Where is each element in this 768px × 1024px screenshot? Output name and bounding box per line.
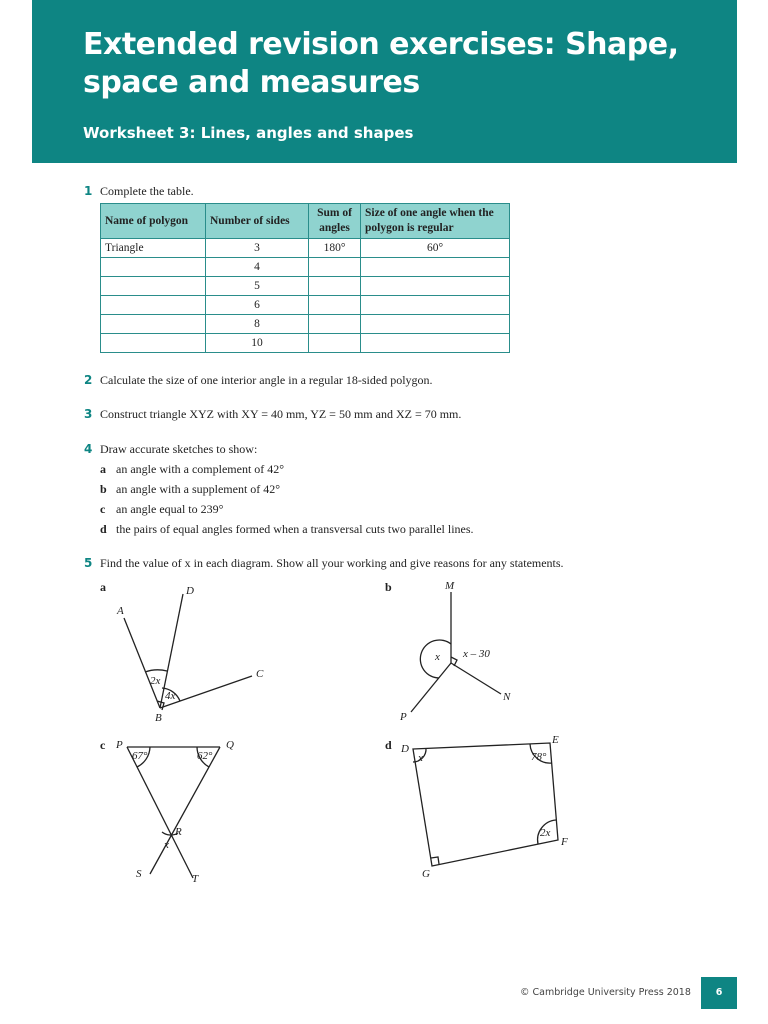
table-row: [101, 315, 510, 334]
copyright-notice: © Cambridge University Press 2018: [520, 987, 691, 998]
angle-label: x – 30: [463, 648, 490, 660]
point-label: G: [422, 868, 430, 880]
diagram-a-letter: a: [100, 580, 106, 594]
question-1-text: Complete the table.: [100, 184, 194, 198]
table-cell: 4: [206, 258, 309, 277]
point-label: D: [186, 585, 194, 597]
table-cell: 3: [206, 239, 309, 258]
question-number-3: 3: [84, 407, 93, 421]
angle-arc-2x: [145, 670, 167, 672]
angle-label: 4x: [165, 690, 176, 702]
page-title: Extended revision exercises: Shape, space and measures: [83, 27, 679, 100]
table-header-cell: Name of polygon: [101, 204, 206, 239]
table-header-cell: Size of one angle when the polygon is regular: [361, 204, 510, 239]
worksheet-subtitle: Worksheet 3: Lines, angles and shapes: [83, 124, 414, 142]
angle-label: 2x: [540, 827, 551, 839]
point-label: A: [117, 605, 124, 617]
table-cell[interactable]: [309, 258, 361, 277]
angle-label: 62°: [197, 750, 213, 762]
question-number-5: 5: [84, 556, 93, 570]
diagram-a: [100, 580, 300, 725]
table-cell[interactable]: [101, 258, 206, 277]
header-banner: [32, 0, 737, 163]
diagram-d: [395, 732, 580, 882]
table-cell[interactable]: [361, 277, 510, 296]
table-cell[interactable]: [309, 277, 361, 296]
table-cell: 10: [206, 334, 309, 353]
table-cell: 6: [206, 296, 309, 315]
table-cell[interactable]: [101, 296, 206, 315]
right-angle-marker: [451, 657, 457, 666]
point-label: F: [561, 836, 568, 848]
table-cell: 5: [206, 277, 309, 296]
part-text: an angle equal to 239°: [116, 502, 224, 516]
point-label: Q: [226, 739, 234, 751]
ray-ba: [124, 618, 160, 708]
question-3-text: Construct triangle XYZ with XY = 40 mm, YZ = 50 mm and XZ = 70 mm.: [100, 407, 462, 421]
question-number-2: 2: [84, 373, 93, 387]
table-header-cell: Number of sides: [206, 204, 309, 239]
question-5-text: Find the value of x in each diagram. Show all your working and give reasons for any statements.: [100, 556, 564, 570]
part-text: an angle with a supplement of 42°: [116, 482, 281, 496]
table-cell[interactable]: [361, 296, 510, 315]
diagram-b-letter: b: [385, 580, 392, 594]
table-header-row: [101, 204, 510, 239]
table-cell[interactable]: [309, 296, 361, 315]
table-row: [101, 296, 510, 315]
table-row: [101, 334, 510, 353]
angle-label: 78°: [531, 751, 547, 763]
table-cell[interactable]: [361, 258, 510, 277]
question-2-text: Calculate the size of one interior angle in a regular 18-sided polygon.: [100, 373, 433, 387]
table-cell[interactable]: [361, 334, 510, 353]
diagram-b: [390, 578, 540, 728]
point-label: D: [401, 743, 409, 755]
table-row: [101, 277, 510, 296]
question-4-part-c: [100, 502, 223, 517]
diagram-d-letter: d: [385, 738, 392, 752]
table-cell: 180°: [309, 239, 361, 258]
right-angle-marker: [431, 857, 439, 864]
point-label: T: [192, 873, 199, 885]
part-text: an angle with a complement of 42°: [116, 462, 285, 476]
question-4-text: Draw accurate sketches to show:: [100, 442, 258, 456]
table-cell[interactable]: [309, 315, 361, 334]
part-text: the pairs of equal angles formed when a transversal cuts two parallel lines.: [116, 522, 474, 536]
polygon-table: [100, 203, 510, 353]
ray-p: [411, 663, 451, 712]
table-cell: Triangle: [101, 239, 206, 258]
table-cell[interactable]: [101, 315, 206, 334]
question-number-1: 1: [84, 184, 93, 198]
angle-label: x: [164, 839, 169, 851]
ray-n: [451, 663, 501, 694]
part-letter: c: [100, 502, 106, 516]
part-letter: b: [100, 482, 107, 496]
table-cell[interactable]: [101, 277, 206, 296]
point-label: M: [445, 580, 455, 592]
question-number-4: 4: [84, 442, 93, 456]
angle-label: x: [418, 752, 423, 764]
table-row: [101, 239, 510, 258]
table-cell[interactable]: [361, 315, 510, 334]
table-cell[interactable]: [101, 334, 206, 353]
point-label: R: [175, 826, 182, 838]
question-4-part-d: [100, 522, 474, 537]
question-4-part-a: [100, 462, 284, 477]
table-row: [101, 258, 510, 277]
diagram-c: [108, 735, 248, 885]
table-cell: 60°: [361, 239, 510, 258]
question-4-part-b: [100, 482, 280, 497]
point-label: N: [503, 691, 511, 703]
part-letter: a: [100, 462, 106, 476]
line-qs: [150, 747, 220, 874]
point-label: B: [155, 712, 162, 724]
table-cell[interactable]: [309, 334, 361, 353]
angle-label: 67°: [132, 750, 148, 762]
angle-label: x: [435, 651, 440, 663]
point-label: P: [116, 739, 123, 751]
diagram-c-letter: c: [100, 738, 106, 752]
angle-label: 2x: [150, 675, 161, 687]
point-label: S: [136, 868, 142, 880]
table-header-cell: Sum of angles: [309, 204, 361, 239]
part-letter: d: [100, 522, 107, 536]
point-label: C: [256, 668, 264, 680]
table-cell: 8: [206, 315, 309, 334]
point-label: E: [552, 734, 559, 746]
page-number: 6: [701, 977, 737, 1009]
point-label: P: [400, 711, 407, 723]
